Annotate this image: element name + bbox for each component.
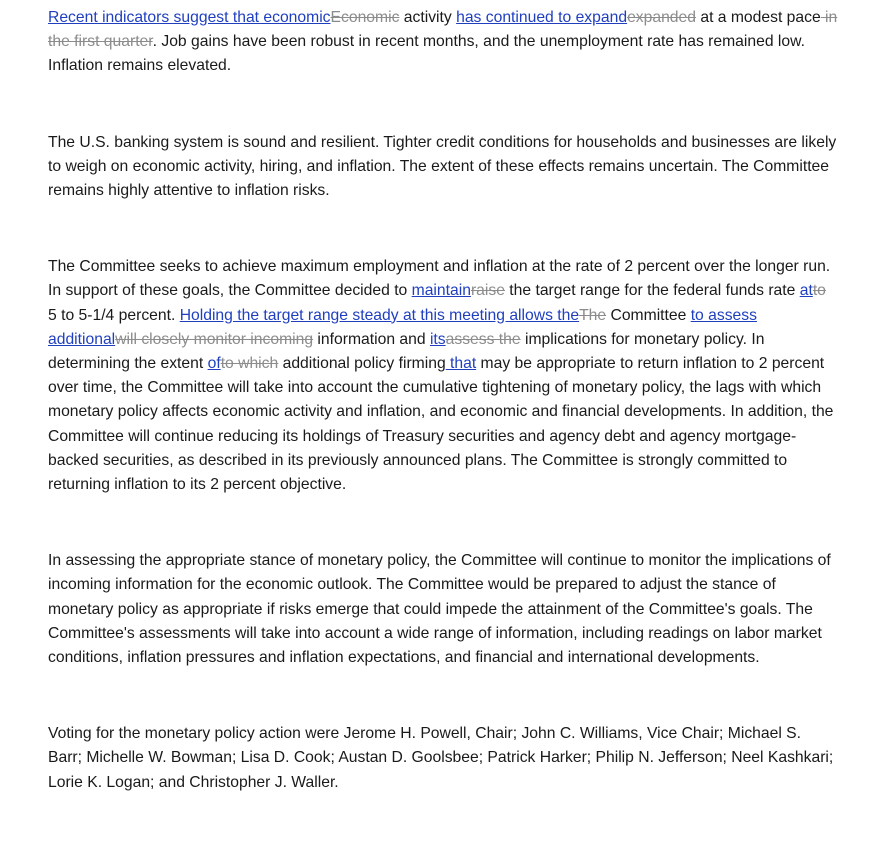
body-text: may be appropriate to return inflation to 2 percent over time, the Committee will take into account the cumulative tightening of monetary policy, the lags with which monetary policy affects economic activity and inflation, and economic and financial developments. In addition, the Committee will continue reducing its holdings of Treasury securities and agency debt and agency mortgage-backed securities, as described in its previously announced plans. The Committee is strongly committed to returning inflation to its 2 percent objective.	[48, 355, 834, 494]
deleted-text: raise	[470, 282, 505, 300]
inserted-text: Holding the target range steady at this meeting allows the	[179, 306, 580, 324]
body-text: The U.S. banking system is sound and resilient. Tighter credit conditions for households and businesses are likely to weigh on economic activity, hiring, and inflation. The extent of these effects remains uncertain. The Committee remains highly attentive to inflation risks.	[48, 133, 837, 200]
body-text: Committee	[606, 306, 691, 324]
deleted-text: The	[579, 306, 607, 324]
deleted-text: Economic	[330, 9, 400, 26]
body-text: Voting for the monetary policy action were Jerome H. Powell, Chair; John C. Williams, Vice Chair; Michael S. Barr; Michelle W. Bowman; Lisa D. Cook; Austan D. Goolsbee; Patrick Harker; Philip N. Jefferson; Neel Kashkari; Lorie K. Logan; and Christopher J. Waller.	[48, 725, 834, 791]
deleted-text: in the first quarter	[48, 9, 838, 51]
deleted-text: expanded	[627, 9, 696, 26]
body-text: at a modest pace	[695, 9, 821, 26]
inserted-text: that	[445, 355, 477, 373]
paragraph-economic-activity	[48, 6, 838, 79]
paragraph-policy-stance	[48, 549, 838, 670]
body-text: . Job gains have been robust in recent months, and the unemployment rate has remained low. Inflation remains elevated.	[48, 33, 805, 75]
inserted-text: at	[799, 282, 813, 300]
body-text: The Committee seeks to achieve maximum employment and inflation at the rate of 2 percent over the longer run. In support of these goals, the Committee decided to	[48, 258, 831, 300]
body-text: the target range for the federal funds rate	[504, 282, 800, 300]
document-body	[48, 6, 838, 795]
inserted-text: its	[429, 330, 446, 348]
inserted-text: to assess additional	[48, 306, 757, 348]
inserted-text: has continued to expand	[456, 9, 628, 26]
body-text: In assessing the appropriate stance of monetary policy, the Committee will continue to monitor the implications of incoming information for the economic outlook. The Committee would be prepared to adjust the stance of monetary policy as appropriate if risks emerge that could impede the attainment of the Committee's goals. The Committee's assessments will take into account a wide range of information, including readings on labor market conditions, inflation pressures and inflation expectations, and financial and international developments.	[48, 552, 831, 667]
inserted-text: of	[207, 355, 221, 373]
inserted-text: maintain	[411, 282, 471, 300]
body-text: 5 to 5-1/4 percent.	[48, 306, 180, 324]
inserted-text: Recent indicators suggest that economic	[48, 9, 331, 26]
body-text: activity	[399, 9, 457, 26]
deleted-text: to	[812, 282, 826, 300]
paragraph-banking-system	[48, 131, 838, 204]
deleted-text: will closely monitor incoming	[115, 330, 314, 348]
body-text: implications for monetary policy. In determining the extent	[48, 330, 765, 373]
paragraph-voting-members	[48, 722, 838, 795]
paragraph-policy-decision	[48, 255, 838, 497]
deleted-text: assess the	[445, 330, 521, 348]
body-text: additional policy firming	[278, 355, 446, 373]
deleted-text: to which	[220, 355, 279, 373]
body-text: information and	[313, 330, 430, 348]
